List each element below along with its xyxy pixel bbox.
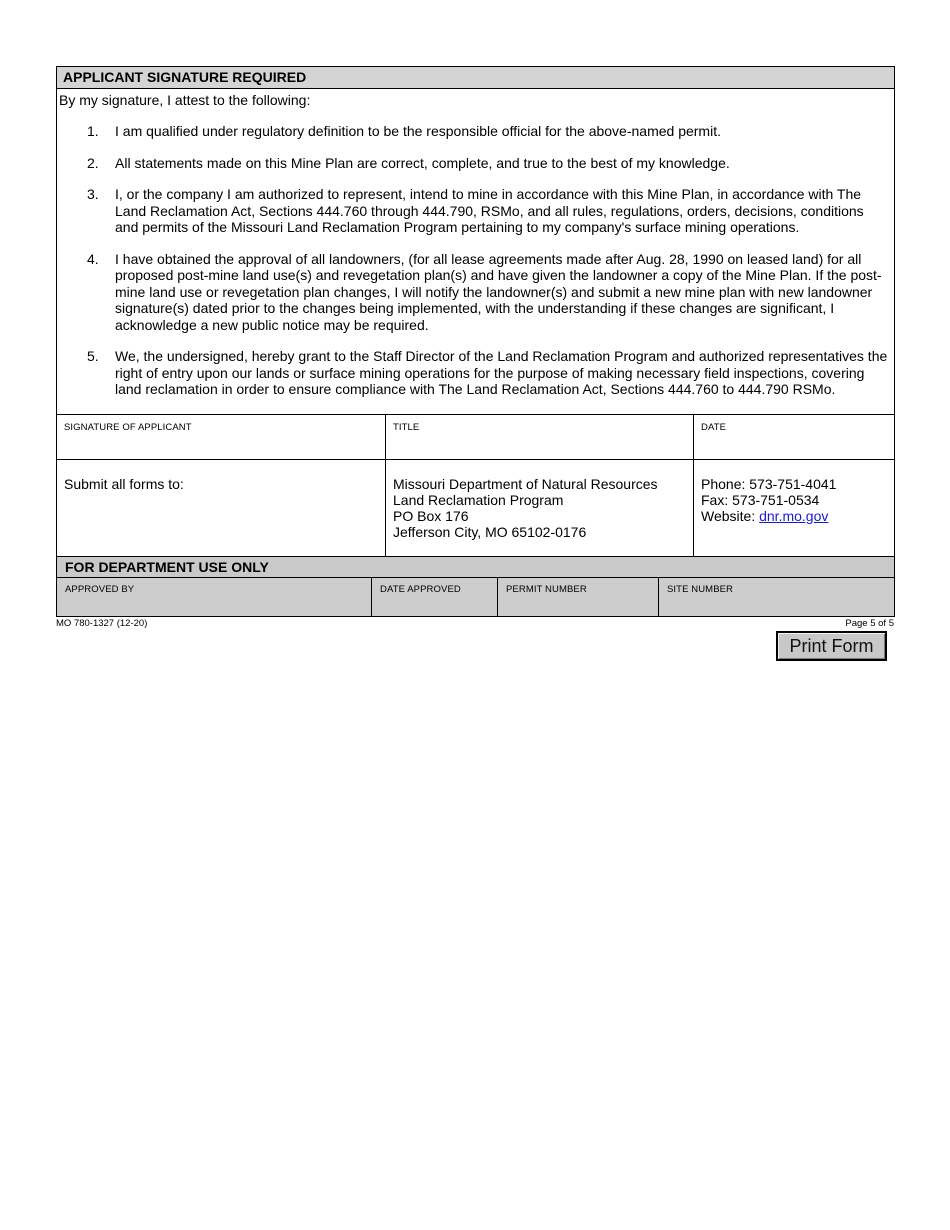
website-line [701,508,894,524]
item-number: 3. [87,186,99,202]
attestation-list [57,123,894,398]
signature-field[interactable] [57,415,385,459]
department-use-row [57,578,894,616]
title-label: TITLE [393,421,420,433]
mailing-address [385,460,693,556]
item-text: We, the undersigned, hereby grant to the Staff Director of the Land Reclamation Program and authorized representatives the right of entry upon our lands or surface mining operations for the purpose of making necessary field inspections, covering land reclamation in order to ensure compliance with The Land Reclamation Act, Sections 444.760 to 444.790 RSMo. [115,348,888,397]
signature-label: SIGNATURE OF APPLICANT [64,421,192,433]
item-number: 1. [87,123,99,139]
signature-row [57,414,894,459]
website-label: Website: [701,507,760,524]
site-number-field[interactable] [658,578,894,616]
phone-number: Phone: 573-751-4041 [701,475,837,492]
submit-info-row [57,459,894,556]
date-field[interactable] [693,415,894,459]
list-item [57,348,890,398]
approved-by-field[interactable] [57,578,371,616]
contact-info [693,460,894,556]
form-number: MO 780-1327 (12-20) [56,617,148,629]
permit-number-label: PERMIT NUMBER [506,583,587,595]
submit-label: Submit all forms to: [64,475,184,492]
date-approved-field[interactable] [371,578,497,616]
applicant-signature-section [56,66,895,617]
website-link[interactable]: dnr.mo.gov [759,507,829,524]
page-number: Page 5 of 5 [845,617,894,629]
item-number: 2. [87,154,99,171]
item-number: 4. [87,250,99,267]
site-number-label: SITE NUMBER [667,583,734,595]
date-label: DATE [701,421,727,433]
approved-by-label: APPROVED BY [65,583,135,595]
permit-number-field[interactable] [497,578,658,616]
form-page [56,66,895,629]
item-text: All statements made on this Mine Plan are correct, complete, and true to the best of my knowledge. [115,154,730,171]
list-item [57,123,890,140]
list-item [57,155,890,172]
fax-number: Fax: 573-751-0534 [701,491,820,508]
department-use-header: FOR DEPARTMENT USE ONLY [57,556,894,578]
attestation-intro: By my signature, I attest to the following: [59,92,311,108]
address-line: Missouri Department of Natural Resources [393,475,658,492]
item-number: 5. [87,348,99,364]
address-line: Land Reclamation Program [393,491,564,508]
item-text: I have obtained the approval of all landowners, (for all lease agreements made after Aug. 28, 1990 on leased land) for all proposed post-mine land use(s) and revegetation plan(s) and have given the landowner a copy of the Mine Plan. If the post-mine land use or revegetation plan changes, I will notify the landowner(s) and submit a new mine plan with new landowner signature(s) dated prior to the changes being implemented, with the understanding if these changes are significant, I acknowledge a new public notice may be required. [115,250,882,333]
title-field[interactable] [385,415,693,459]
submit-label-cell [57,460,385,556]
address-line: PO Box 176 [393,507,469,524]
page-footer [56,618,895,629]
list-item [57,186,890,236]
section-header: APPLICANT SIGNATURE REQUIRED [57,67,894,89]
print-form-button[interactable]: Print Form [776,631,887,661]
address-line: Jefferson City, MO 65102-0176 [393,523,587,540]
item-text: I, or the company I am authorized to represent, intend to mine in accordance with this Mine Plan, in accordance with The Land Reclamation Act, Sections 444.760 through 444.790, RSMo, and all rules, regulations, orders, decisions, conditions and permits of the Missouri Land Reclamation Program pertaining to my company's surface mining operations. [115,186,864,235]
date-approved-label: DATE APPROVED [380,583,461,595]
list-item [57,251,890,334]
item-text: I am qualified under regulatory definition to be the responsible official for the above-named permit. [115,123,721,139]
